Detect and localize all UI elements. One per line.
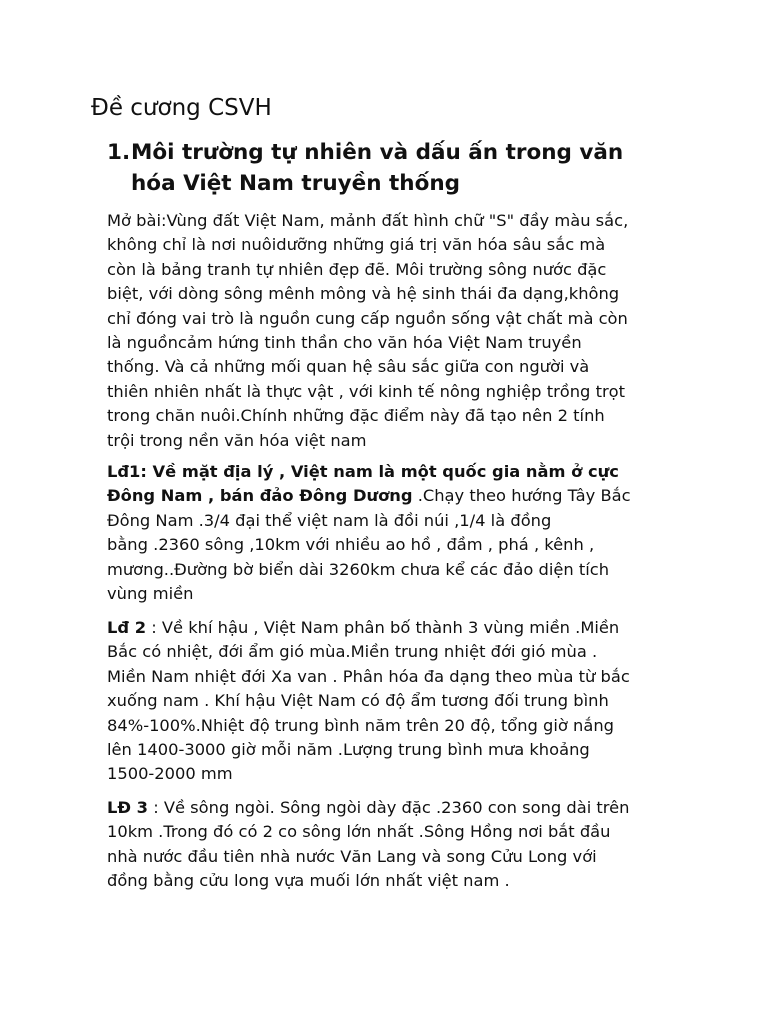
ld2-line: lên 1400-3000 giờ mỗi năm .Lượng trung bình mưa khoảng: [107, 740, 590, 760]
intro-line: trội trong nền văn hóa việt nam: [107, 430, 367, 450]
intro-line: biệt, với dòng sông mênh mông và hệ sinh thái đa dạng,không: [107, 284, 620, 304]
section-number: 1.: [107, 140, 131, 165]
ld1-line: mương..Đường bờ biển dài 3260km chưa kể các đảo diện tích: [107, 559, 610, 579]
intro-line: chỉ đóng vai trò là nguồn cung cấp nguồn sống vật chất mà còn: [107, 308, 628, 328]
intro-line: còn là bảng tranh tự nhiên đẹp đẽ. Môi trường sông nước đặc: [107, 259, 607, 279]
ld2-line: 84%-100%.Nhiệt độ trung bình năm trên 20 độ, tổng giờ nắng: [107, 715, 614, 735]
ld2-line: Miền Nam nhiệt đới Xa van . Phân hóa đa dạng theo mùa từ bắc: [107, 666, 630, 686]
ld2-paragraph: [107, 616, 687, 787]
ld1-line: vùng miền: [107, 584, 194, 604]
ld3-line: đồng bằng cửu long vựa muối lớn nhất việt nam .: [107, 871, 510, 891]
ld3-line: : Về sông ngòi. Sông ngòi dày đặc .2360 con song dài trên: [148, 798, 630, 817]
ld2-line: Bắc có nhiệt, đới ẩm gió mùa.Miền trung nhiệt đới gió mùa .: [107, 642, 598, 662]
section-heading: [107, 137, 687, 199]
ld2-line: 1500-2000 mm: [107, 764, 233, 784]
section-heading-line-2: hóa Việt Nam truyền thống: [131, 171, 461, 196]
intro-line: thống. Và cả những mối quan hệ sâu sắc giữa con người và: [107, 357, 590, 377]
ld1-line: bằng .2360 sông ,10km với nhiều ao hồ , đầm , phá , kênh ,: [107, 535, 595, 555]
ld3-line: 10km .Trong đó có 2 co sông lớn nhất .Sông Hồng nơi bắt đầu: [107, 822, 611, 842]
ld2-line: : Về khí hậu , Việt Nam phân bố thành 3 vùng miền .Miền: [146, 618, 620, 637]
intro-line: Mở bài:Vùng đất Việt Nam, mảnh đất hình chữ "S" đầy màu sắc,: [107, 211, 629, 230]
ld1-paragraph: [107, 460, 687, 606]
ld3-paragraph: [107, 796, 687, 894]
ld2-label: Lđ 2: [107, 618, 147, 637]
ld2-line: xuống nam . Khí hậu Việt Nam có độ ẩm tương đối trung bình: [107, 691, 609, 711]
intro-line: thiên nhiên nhất là thực vật , với kinh tế nông nghiệp trồng trọt: [107, 381, 625, 401]
ld1-bold-line: Đông Nam , bán đảo Đông Dương: [107, 486, 413, 506]
intro-line: không chỉ là nơi nuôidưỡng những giá trị văn hóa sâu sắc mà: [107, 235, 606, 255]
ld3-line: nhà nước đầu tiên nhà nước Văn Lang và song Cửu Long với: [107, 846, 597, 866]
ld1-bold-line: Lđ1: Về mặt địa lý , Việt nam là một quốc gia nằm ở cực: [107, 462, 619, 481]
intro-line: là nguồncảm hứng tinh thần cho văn hóa Việt Nam truyền: [107, 333, 582, 353]
section-heading-line-1: Môi trường tự nhiên và dấu ấn trong văn: [131, 140, 624, 165]
intro-paragraph: [107, 209, 687, 453]
document-title: Đề cương CSVH: [91, 95, 272, 121]
ld1-line: .Chạy theo hướng Tây Bắc: [412, 486, 631, 506]
ld3-label: LĐ 3: [107, 798, 149, 817]
intro-line: trong chăn nuôi.Chính những đặc điểm này đã tạo nên 2 tính: [107, 406, 605, 426]
ld1-line: Đông Nam .3/4 đại thể việt nam là đồi núi ,1/4 là đồng: [107, 510, 552, 530]
